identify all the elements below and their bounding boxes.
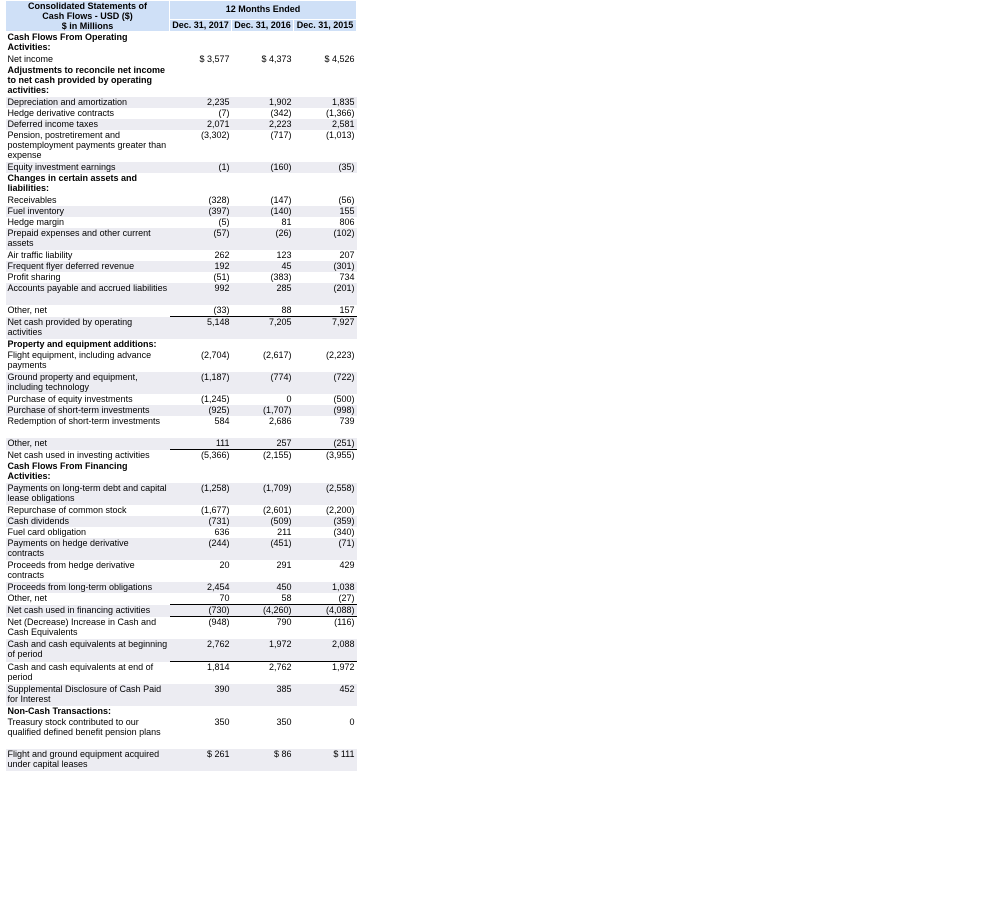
row-label: Equity investment earnings bbox=[6, 162, 170, 173]
row-value-2017: (1,258) bbox=[170, 483, 232, 505]
row-label: Hedge derivative contracts bbox=[6, 108, 170, 119]
row-value-2016: 0 bbox=[232, 394, 294, 405]
row-label: Cash dividends bbox=[6, 516, 170, 527]
row-value-2015 bbox=[294, 65, 357, 97]
table-row bbox=[6, 527, 357, 538]
table-body bbox=[6, 32, 357, 772]
row-value-2016 bbox=[232, 461, 294, 483]
row-value-2017: $ 261 bbox=[170, 749, 232, 771]
row-value-2015: 806 bbox=[294, 217, 357, 228]
row-value-2015: 429 bbox=[294, 560, 357, 582]
table-row bbox=[6, 108, 357, 119]
row-label: Receivables bbox=[6, 195, 170, 206]
row-label: Cash and cash equivalents at beginning of period bbox=[6, 639, 170, 662]
row-value-2015: (27) bbox=[294, 593, 357, 605]
table-title bbox=[6, 1, 170, 32]
row-value-2016: (1,709) bbox=[232, 483, 294, 505]
row-label: Other, net bbox=[6, 593, 170, 605]
row-value-2016: (717) bbox=[232, 130, 294, 162]
row-value-2015: (71) bbox=[294, 538, 357, 560]
row-value-2015: (102) bbox=[294, 228, 357, 250]
row-value-2016: (774) bbox=[232, 372, 294, 394]
row-value-2015: (201) bbox=[294, 283, 357, 305]
row-value-2017: (1,677) bbox=[170, 505, 232, 516]
row-value-2017: 2,762 bbox=[170, 639, 232, 662]
row-value-2017: (948) bbox=[170, 617, 232, 640]
row-value-2016: 2,686 bbox=[232, 416, 294, 438]
table-row bbox=[6, 662, 357, 685]
table-row bbox=[6, 339, 357, 350]
row-value-2016: 257 bbox=[232, 438, 294, 450]
row-label: Depreciation and amortization bbox=[6, 97, 170, 108]
row-label: Property and equipment additions: bbox=[6, 339, 170, 350]
row-label: Non-Cash Transactions: bbox=[6, 706, 170, 717]
row-value-2017: 636 bbox=[170, 527, 232, 538]
row-value-2016: 1,972 bbox=[232, 639, 294, 662]
row-value-2016: 211 bbox=[232, 527, 294, 538]
row-value-2017: (1,245) bbox=[170, 394, 232, 405]
row-value-2016: (451) bbox=[232, 538, 294, 560]
row-label: Net cash used in financing activities bbox=[6, 605, 170, 617]
table-row bbox=[6, 461, 357, 483]
row-label: Cash and cash equivalents at end of period bbox=[6, 662, 170, 685]
row-label: Changes in certain assets and liabilities: bbox=[6, 173, 170, 195]
table-row bbox=[6, 173, 357, 195]
row-value-2016 bbox=[232, 32, 294, 55]
row-value-2017: (1,187) bbox=[170, 372, 232, 394]
row-value-2016: (2,155) bbox=[232, 450, 294, 462]
row-value-2015: 1,835 bbox=[294, 97, 357, 108]
row-value-2015: (500) bbox=[294, 394, 357, 405]
row-value-2016: 450 bbox=[232, 582, 294, 593]
row-value-2015: 739 bbox=[294, 416, 357, 438]
row-value-2016: (26) bbox=[232, 228, 294, 250]
row-value-2017: (328) bbox=[170, 195, 232, 206]
row-label: Repurchase of common stock bbox=[6, 505, 170, 516]
row-value-2015: 0 bbox=[294, 717, 357, 749]
row-value-2015: (722) bbox=[294, 372, 357, 394]
table-row bbox=[6, 706, 357, 717]
row-value-2016: (4,260) bbox=[232, 605, 294, 617]
row-value-2016 bbox=[232, 339, 294, 350]
row-label: Cash Flows From Operating Activities: bbox=[6, 32, 170, 55]
table-row bbox=[6, 217, 357, 228]
row-value-2016: (2,617) bbox=[232, 350, 294, 372]
row-label: Treasury stock contributed to our qualified defined benefit pension plans bbox=[6, 717, 170, 749]
row-value-2017: (33) bbox=[170, 305, 232, 317]
row-value-2017: 584 bbox=[170, 416, 232, 438]
row-value-2015: (2,223) bbox=[294, 350, 357, 372]
row-value-2016: 790 bbox=[232, 617, 294, 640]
row-label: Profit sharing bbox=[6, 272, 170, 283]
table-row bbox=[6, 54, 357, 65]
row-value-2015: $ 4,526 bbox=[294, 54, 357, 65]
row-value-2016: 291 bbox=[232, 560, 294, 582]
row-value-2017: 350 bbox=[170, 717, 232, 749]
row-value-2016: 2,223 bbox=[232, 119, 294, 130]
row-label: Frequent flyer deferred revenue bbox=[6, 261, 170, 272]
row-value-2017: (730) bbox=[170, 605, 232, 617]
row-value-2017: 1,814 bbox=[170, 662, 232, 685]
row-value-2017: 262 bbox=[170, 250, 232, 261]
table-row bbox=[6, 261, 357, 272]
row-value-2015: (998) bbox=[294, 405, 357, 416]
table-row bbox=[6, 272, 357, 283]
row-label: Ground property and equipment, including technology bbox=[6, 372, 170, 394]
table-row bbox=[6, 593, 357, 605]
row-value-2017: (731) bbox=[170, 516, 232, 527]
row-value-2016: (342) bbox=[232, 108, 294, 119]
row-value-2016: 81 bbox=[232, 217, 294, 228]
row-value-2017: (3,302) bbox=[170, 130, 232, 162]
row-value-2017: (7) bbox=[170, 108, 232, 119]
row-value-2015 bbox=[294, 173, 357, 195]
row-value-2015 bbox=[294, 339, 357, 350]
row-value-2015: 2,581 bbox=[294, 119, 357, 130]
row-value-2017: (5,366) bbox=[170, 450, 232, 462]
row-label: Pension, postretirement and postemployment payments greater than expense bbox=[6, 130, 170, 162]
row-value-2015: 2,088 bbox=[294, 639, 357, 662]
row-label: Payments on hedge derivative contracts bbox=[6, 538, 170, 560]
table-row bbox=[6, 582, 357, 593]
row-value-2017 bbox=[170, 65, 232, 97]
table-row bbox=[6, 450, 357, 462]
table-row bbox=[6, 250, 357, 261]
row-value-2017 bbox=[170, 173, 232, 195]
row-value-2015: $ 111 bbox=[294, 749, 357, 771]
row-label: Air traffic liability bbox=[6, 250, 170, 261]
row-value-2017: $ 3,577 bbox=[170, 54, 232, 65]
row-value-2016: $ 4,373 bbox=[232, 54, 294, 65]
row-value-2015: 207 bbox=[294, 250, 357, 261]
row-value-2016: 350 bbox=[232, 717, 294, 749]
row-value-2017: 70 bbox=[170, 593, 232, 605]
row-label: Accounts payable and accrued liabilities bbox=[6, 283, 170, 305]
table-row bbox=[6, 483, 357, 505]
table-row bbox=[6, 283, 357, 305]
row-value-2017: (925) bbox=[170, 405, 232, 416]
table-row bbox=[6, 394, 357, 405]
row-value-2017: 2,235 bbox=[170, 97, 232, 108]
row-label: Fuel inventory bbox=[6, 206, 170, 217]
row-value-2015: 157 bbox=[294, 305, 357, 317]
row-label: Payments on long-term debt and capital lease obligations bbox=[6, 483, 170, 505]
title-line-2: Cash Flows - USD ($) bbox=[42, 11, 133, 21]
row-label: Redemption of short-term investments bbox=[6, 416, 170, 438]
row-value-2015: (359) bbox=[294, 516, 357, 527]
row-value-2015: (35) bbox=[294, 162, 357, 173]
title-line-3: $ in Millions bbox=[61, 21, 114, 31]
row-label: Net cash provided by operating activities bbox=[6, 317, 170, 340]
row-label: Net cash used in investing activities bbox=[6, 450, 170, 462]
row-value-2016: (160) bbox=[232, 162, 294, 173]
table-row bbox=[6, 317, 357, 340]
date-header-2015: Dec. 31, 2015 bbox=[294, 19, 357, 31]
row-value-2016: (509) bbox=[232, 516, 294, 527]
row-value-2015: (2,200) bbox=[294, 505, 357, 516]
row-value-2017: (2,704) bbox=[170, 350, 232, 372]
row-value-2017: 111 bbox=[170, 438, 232, 450]
table-row bbox=[6, 749, 357, 771]
table-row bbox=[6, 119, 357, 130]
row-value-2015 bbox=[294, 706, 357, 717]
row-value-2015: (2,558) bbox=[294, 483, 357, 505]
row-value-2015: (340) bbox=[294, 527, 357, 538]
row-value-2016: 2,762 bbox=[232, 662, 294, 685]
table-row bbox=[6, 617, 357, 640]
row-value-2016: (383) bbox=[232, 272, 294, 283]
row-label: Fuel card obligation bbox=[6, 527, 170, 538]
row-value-2017: 5,148 bbox=[170, 317, 232, 340]
table-row bbox=[6, 228, 357, 250]
title-line-1: Consolidated Statements of bbox=[27, 1, 147, 11]
row-label: Hedge margin bbox=[6, 217, 170, 228]
row-value-2017: (244) bbox=[170, 538, 232, 560]
row-value-2016: 45 bbox=[232, 261, 294, 272]
row-value-2017: 2,454 bbox=[170, 582, 232, 593]
row-value-2016: 385 bbox=[232, 684, 294, 706]
table-row bbox=[6, 65, 357, 97]
row-value-2015: (1,366) bbox=[294, 108, 357, 119]
row-label: Flight and ground equipment acquired under capital leases bbox=[6, 749, 170, 771]
row-value-2016: 285 bbox=[232, 283, 294, 305]
row-value-2016: $ 86 bbox=[232, 749, 294, 771]
row-value-2017: (1) bbox=[170, 162, 232, 173]
table-row bbox=[6, 405, 357, 416]
row-value-2017: 192 bbox=[170, 261, 232, 272]
row-value-2015: (3,955) bbox=[294, 450, 357, 462]
table-row bbox=[6, 438, 357, 450]
table-row bbox=[6, 195, 357, 206]
row-value-2017: 2,071 bbox=[170, 119, 232, 130]
table-row bbox=[6, 605, 357, 617]
row-label: Other, net bbox=[6, 305, 170, 317]
table-row bbox=[6, 516, 357, 527]
table-row bbox=[6, 206, 357, 217]
row-label: Purchase of short-term investments bbox=[6, 405, 170, 416]
row-value-2017: 390 bbox=[170, 684, 232, 706]
row-value-2017: 20 bbox=[170, 560, 232, 582]
table-row bbox=[6, 717, 357, 749]
row-value-2015: (56) bbox=[294, 195, 357, 206]
row-value-2017: (5) bbox=[170, 217, 232, 228]
row-value-2017: (397) bbox=[170, 206, 232, 217]
row-value-2015: (116) bbox=[294, 617, 357, 640]
row-label: Proceeds from hedge derivative contracts bbox=[6, 560, 170, 582]
row-label: Flight equipment, including advance payments bbox=[6, 350, 170, 372]
row-label: Net income bbox=[6, 54, 170, 65]
row-value-2016 bbox=[232, 173, 294, 195]
table-row bbox=[6, 32, 357, 55]
row-value-2015: 1,038 bbox=[294, 582, 357, 593]
row-value-2017: (57) bbox=[170, 228, 232, 250]
period-header: 12 Months Ended bbox=[170, 1, 357, 20]
table-row bbox=[6, 162, 357, 173]
row-value-2017: (51) bbox=[170, 272, 232, 283]
table-row bbox=[6, 305, 357, 317]
row-value-2016: 123 bbox=[232, 250, 294, 261]
row-value-2016: 88 bbox=[232, 305, 294, 317]
row-value-2015: 734 bbox=[294, 272, 357, 283]
row-label: Proceeds from long-term obligations bbox=[6, 582, 170, 593]
row-value-2017 bbox=[170, 461, 232, 483]
cash-flow-table bbox=[5, 0, 357, 771]
row-value-2015: 1,972 bbox=[294, 662, 357, 685]
row-value-2015: (251) bbox=[294, 438, 357, 450]
row-value-2016: 1,902 bbox=[232, 97, 294, 108]
row-value-2017 bbox=[170, 32, 232, 55]
row-value-2016: (147) bbox=[232, 195, 294, 206]
row-value-2016 bbox=[232, 65, 294, 97]
row-value-2015: (4,088) bbox=[294, 605, 357, 617]
row-value-2016: 7,205 bbox=[232, 317, 294, 340]
row-value-2015: 452 bbox=[294, 684, 357, 706]
row-value-2015 bbox=[294, 461, 357, 483]
date-header-2017: Dec. 31, 2017 bbox=[170, 19, 232, 31]
row-label: Deferred income taxes bbox=[6, 119, 170, 130]
table-row bbox=[6, 560, 357, 582]
table-row bbox=[6, 97, 357, 108]
row-label: Other, net bbox=[6, 438, 170, 450]
table-row bbox=[6, 130, 357, 162]
table-row bbox=[6, 538, 357, 560]
row-value-2017 bbox=[170, 706, 232, 717]
table-row bbox=[6, 416, 357, 438]
row-value-2015: 155 bbox=[294, 206, 357, 217]
row-value-2015: (301) bbox=[294, 261, 357, 272]
row-value-2017: 992 bbox=[170, 283, 232, 305]
row-label: Supplemental Disclosure of Cash Paid for Interest bbox=[6, 684, 170, 706]
row-label: Cash Flows From Financing Activities: bbox=[6, 461, 170, 483]
row-label: Prepaid expenses and other current assets bbox=[6, 228, 170, 250]
row-value-2016: 58 bbox=[232, 593, 294, 605]
row-label: Purchase of equity investments bbox=[6, 394, 170, 405]
row-value-2015: (1,013) bbox=[294, 130, 357, 162]
row-value-2015 bbox=[294, 32, 357, 55]
table-row bbox=[6, 505, 357, 516]
row-value-2016: (1,707) bbox=[232, 405, 294, 416]
date-header-2016: Dec. 31, 2016 bbox=[232, 19, 294, 31]
table-row bbox=[6, 372, 357, 394]
row-label: Adjustments to reconcile net income to net cash provided by operating activities: bbox=[6, 65, 170, 97]
row-label: Net (Decrease) Increase in Cash and Cash Equivalents bbox=[6, 617, 170, 640]
row-value-2015: 7,927 bbox=[294, 317, 357, 340]
table-row bbox=[6, 350, 357, 372]
table-row bbox=[6, 684, 357, 706]
row-value-2016 bbox=[232, 706, 294, 717]
row-value-2016: (140) bbox=[232, 206, 294, 217]
row-value-2016: (2,601) bbox=[232, 505, 294, 516]
row-value-2017 bbox=[170, 339, 232, 350]
table-row bbox=[6, 639, 357, 662]
